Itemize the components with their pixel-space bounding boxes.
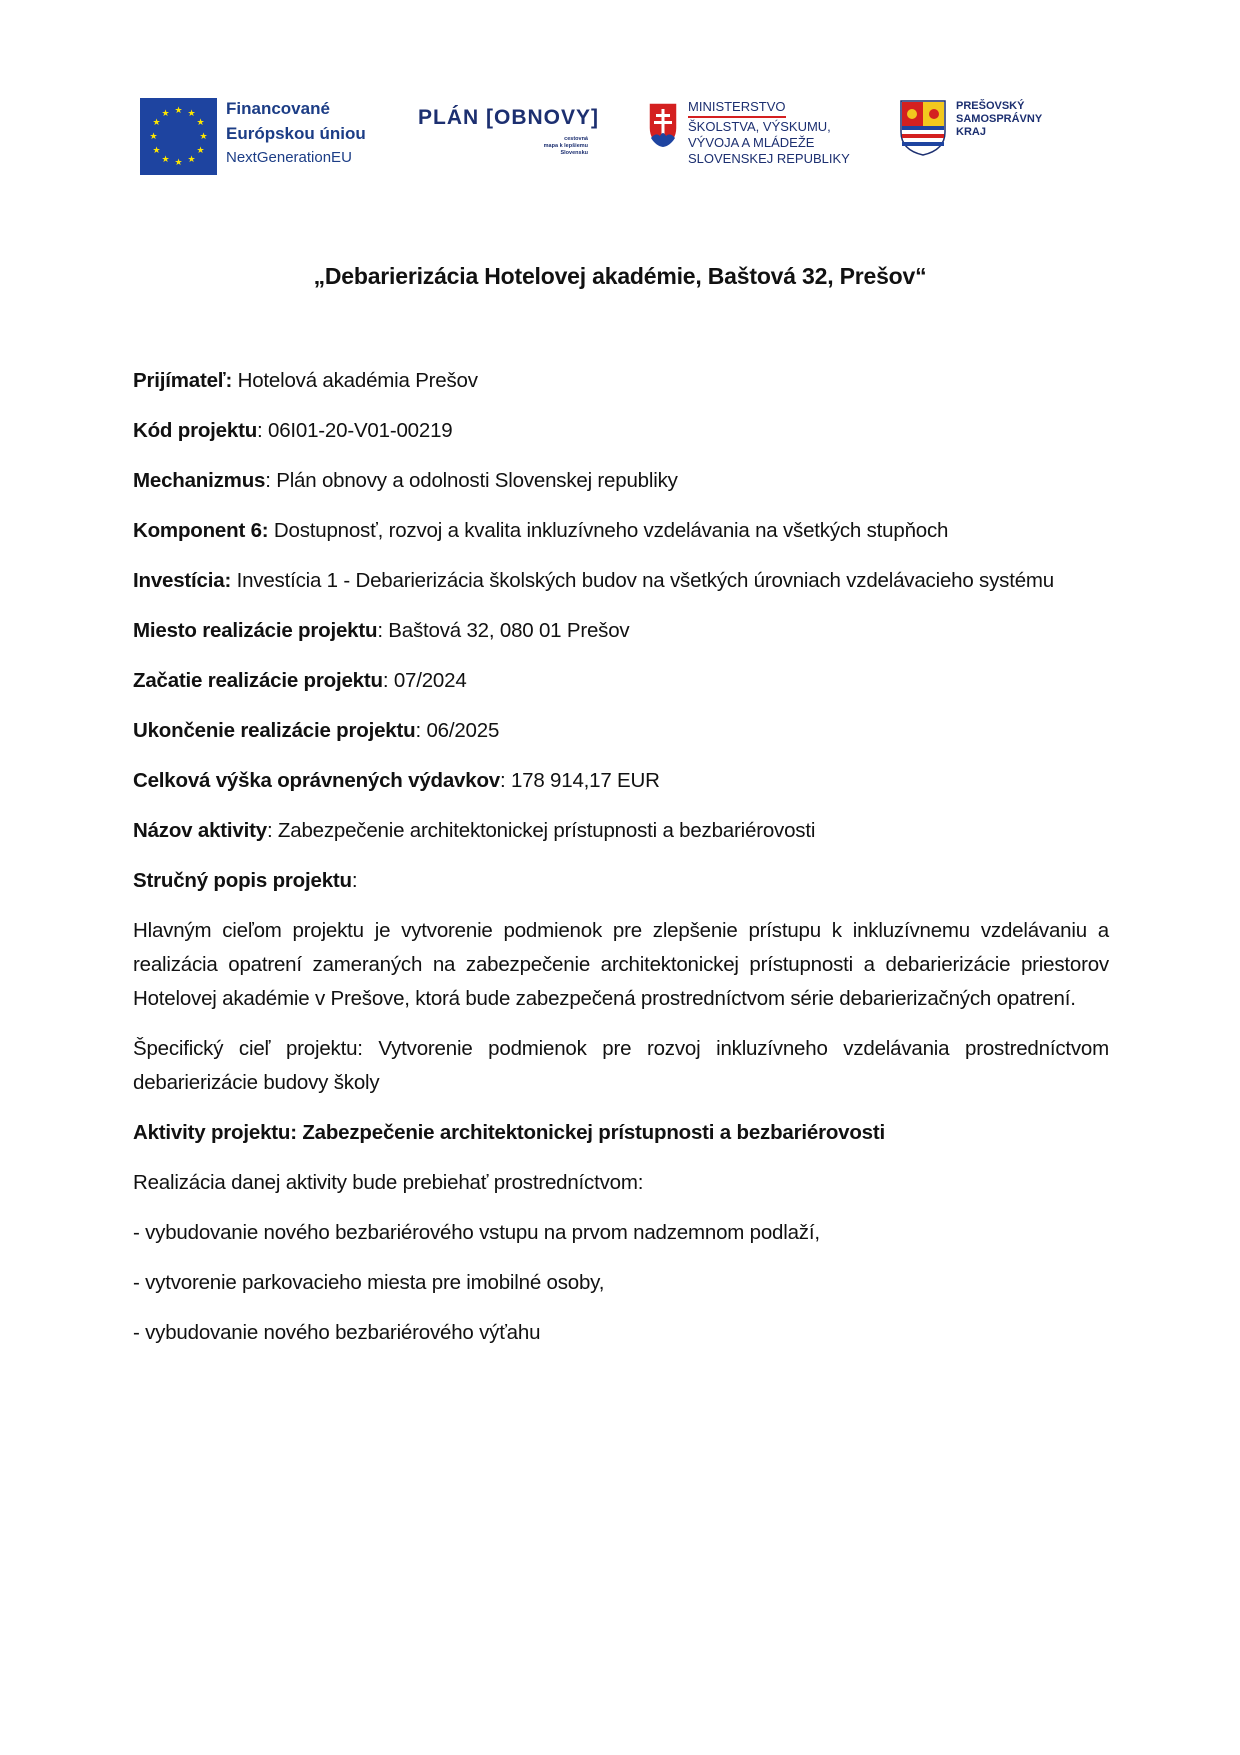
logo-bar xyxy=(140,90,1100,190)
psk-logo-line3: KRAJ xyxy=(956,126,986,138)
field-value: : Zabezpečenie architektonickej prístupnosti a bezbariérovosti xyxy=(266,819,816,842)
list-item: - vybudovanie nového bezbariérového výťahu xyxy=(133,1321,541,1344)
plan-logo-bracket-open: [ xyxy=(486,106,495,129)
list-item: - vytvorenie parkovacieho miesta pre imobilné osoby, xyxy=(133,1271,605,1294)
activities-intro: Realizácia danej aktivity bude prebiehať prostredníctvom: xyxy=(133,1171,644,1194)
field-label: Miesto realizácie projektu xyxy=(133,619,378,642)
psk-logo-line1: PREŠOVSKÝ xyxy=(956,100,1025,112)
project-description: Hlavným cieľom projektu je vytvorenie podmienok pre zlepšenie prístupu k inkluzívnemu vzdelávaniu a realizácia opatrení zameraných na zabezpečenie architektonickej prístupnosti a debarierizácie priestorov Hotelovej akadémie v Prešove, ktorá bude zabezpečená prostredníctvom série debarierizačných opatrení. xyxy=(133,919,1109,1010)
field-label: Názov aktivity xyxy=(133,819,267,842)
plan-logo-sub2: mapa k lepšiemu xyxy=(543,143,588,149)
field-value: : xyxy=(351,869,358,892)
field-value: Investícia 1 - Debarierizácia školských budov na všetkých úrovniach vzdelávacieho systému xyxy=(231,569,1054,592)
ministry-logo xyxy=(648,100,868,180)
field-value: : Baštová 32, 080 01 Prešov xyxy=(377,619,630,642)
activities-heading-text: Aktivity projektu: Zabezpečenie architektonickej prístupnosti a bezbariérovosti xyxy=(133,1121,886,1144)
ministry-logo-title: MINISTERSTVO xyxy=(688,99,786,118)
field-label: Celková výška oprávnených výdavkov xyxy=(133,769,500,792)
field-label: Prijímateľ: xyxy=(133,369,233,392)
plan-logo-prefix: PLÁN xyxy=(418,106,480,129)
field-label: Začatie realizácie projektu xyxy=(133,669,383,692)
activities-heading xyxy=(133,1116,1109,1150)
field-value: : 178 914,17 EUR xyxy=(499,769,660,792)
ministry-logo-line3: VÝVOJA A MLÁDEŽE xyxy=(688,135,815,150)
slovak-coat-of-arms-icon xyxy=(648,102,678,148)
field-miesto-realizacie xyxy=(133,614,1109,648)
field-value: Dostupnosť, rozvoj a kvalita inkluzívneho vzdelávania na všetkých stupňoch xyxy=(268,519,949,542)
field-label: Kód projektu xyxy=(133,419,258,442)
field-investicia xyxy=(133,564,1109,598)
plan-logo-sub3: Slovensku xyxy=(560,150,588,156)
field-celkove-vydavky xyxy=(133,764,1109,798)
plan-obnovy-logo xyxy=(418,106,618,176)
field-value: : 06/2025 xyxy=(415,719,500,742)
field-value: : 06I01-20-V01-00219 xyxy=(257,419,453,442)
psk-logo-line2: SAMOSPRÁVNY xyxy=(956,113,1043,125)
field-zaciatok-realizacie xyxy=(133,664,1109,698)
field-mechanizmus xyxy=(133,464,1109,498)
plan-logo-sub1: cestovná xyxy=(564,136,588,142)
field-prijimatel xyxy=(133,364,1109,398)
field-komponent xyxy=(133,514,1109,548)
psk-logo xyxy=(900,100,1100,170)
eu-flag-icon: ★ ★ ★ ★ ★ ★ ★ ★ ★ ★ ★ ★ xyxy=(140,98,217,175)
field-label: Ukončenie realizácie projektu xyxy=(133,719,416,742)
field-value: : 07/2024 xyxy=(382,669,467,692)
specific-goal: Špecifický cieľ projektu: Vytvorenie podmienok pre rozvoj inkluzívneho vzdelávania prostredníctvom debarierizácie budovy školy xyxy=(133,1037,1109,1094)
eu-logo-line3: NextGenerationEU xyxy=(226,149,352,166)
ministry-logo-line2: ŠKOLSTVA, VÝSKUMU, xyxy=(688,119,831,134)
field-label: Komponent 6: xyxy=(133,519,269,542)
document-body xyxy=(133,364,1109,1366)
plan-logo-bracket-close: ] xyxy=(591,106,600,129)
field-value: : Plán obnovy a odolnosti Slovenskej republiky xyxy=(265,469,678,492)
field-ukoncenie-realizacie xyxy=(133,714,1109,748)
plan-logo-word: OBNOVY xyxy=(494,106,592,129)
eu-logo-line2: Európskou úniou xyxy=(226,124,366,143)
list-item: - vybudovanie nového bezbariérového vstupu na prvom nadzemnom podlaží, xyxy=(133,1221,820,1244)
field-strucny-popis xyxy=(133,864,1109,898)
field-value: Hotelová akadémia Prešov xyxy=(232,369,478,392)
field-label: Investícia: xyxy=(133,569,232,592)
field-label: Mechanizmus xyxy=(133,469,266,492)
field-label: Stručný popis projektu xyxy=(133,869,352,892)
psk-coat-of-arms-icon xyxy=(900,100,946,156)
document-title: „Debarierizácia Hotelovej akadémie, Baštová 32, Prešov“ xyxy=(313,263,927,289)
field-nazov-aktivity xyxy=(133,814,1109,848)
eu-logo-line1: Financované xyxy=(226,99,330,118)
ministry-logo-line4: SLOVENSKEJ REPUBLIKY xyxy=(688,151,850,166)
field-kod-projektu xyxy=(133,414,1109,448)
